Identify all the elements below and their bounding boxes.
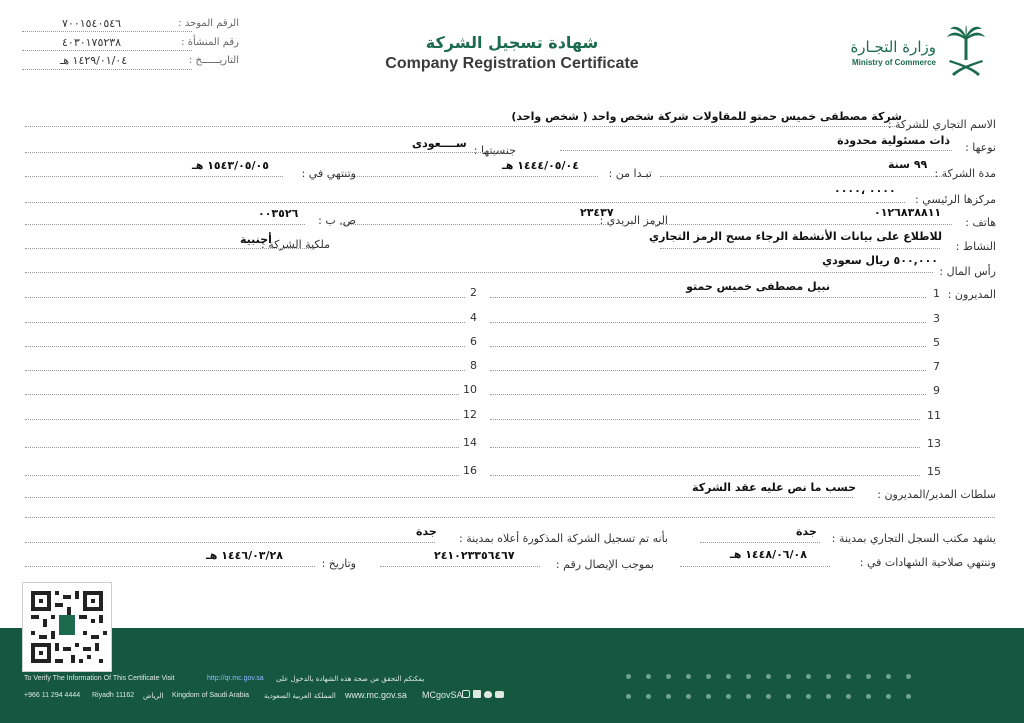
twitter-icon[interactable] bbox=[484, 691, 492, 698]
manager-number: 7 bbox=[933, 360, 940, 373]
receipt-number: ٢٤١٠٢٣٣٥٦٤٦٧ bbox=[434, 549, 515, 562]
office-city: جدة bbox=[796, 525, 817, 538]
dotted-line bbox=[350, 176, 598, 177]
dotted-line bbox=[22, 50, 192, 51]
dotted-line bbox=[25, 566, 315, 567]
start-date: ١٤٤٤/٠٥/٠٤ هـ bbox=[502, 159, 579, 172]
kingdom-ar: المملكة العربية السعودية bbox=[264, 692, 336, 700]
ends-label: وتنتهي في : bbox=[301, 167, 356, 180]
riyadh-ar: الرياض bbox=[143, 692, 164, 700]
ownership: أجنبية bbox=[240, 233, 272, 246]
dotted-line bbox=[680, 566, 830, 567]
ownership-label: ملكية الشركة : bbox=[261, 238, 330, 251]
nationality: ســــعودى bbox=[412, 137, 467, 150]
manager-number: 16 bbox=[463, 464, 477, 477]
title-english: Company Registration Certificate bbox=[385, 55, 639, 72]
dotted-line bbox=[25, 152, 505, 153]
verify-text-en: To Verify The Information Of This Certificate Visit bbox=[24, 675, 175, 682]
dotted-line bbox=[25, 419, 459, 420]
manager-number: 6 bbox=[470, 335, 477, 348]
ministry-arabic: وزارة التجـارة bbox=[850, 38, 936, 56]
registered-city: جدة bbox=[416, 525, 437, 538]
phone: ٠١٢٦٨٣٨٨١١ bbox=[874, 206, 942, 219]
dotted-line bbox=[490, 346, 926, 347]
dotted-line bbox=[22, 31, 192, 32]
activity: للاطلاع على بيانات الأنشطة الرجاء مسح الرمز التجاري bbox=[648, 230, 942, 243]
authority: حسب ما نص عليه عقد الشركة bbox=[692, 481, 856, 494]
authority-label: سلطات المدير/المديرون : bbox=[877, 488, 996, 501]
manager-number: 5 bbox=[933, 336, 940, 349]
youtube-icon[interactable] bbox=[495, 691, 504, 698]
dotted-line bbox=[660, 248, 940, 249]
registered-label: بأنه تم تسجيل الشركة المذكورة أعلاه بمدينة : bbox=[459, 532, 668, 545]
receipt-label: بموجب الإيصال رقم : bbox=[555, 558, 654, 571]
dotted-line bbox=[25, 322, 465, 323]
dotted-line bbox=[25, 542, 435, 543]
dotted-line bbox=[25, 394, 459, 395]
manager-number: 9 bbox=[933, 384, 940, 397]
dotted-line bbox=[25, 346, 465, 347]
office-label: يشهد مكتب السجل التجاري بمدينة : bbox=[831, 532, 996, 545]
dotted-line bbox=[25, 272, 933, 273]
facebook-icon[interactable] bbox=[473, 690, 481, 698]
dotted-line bbox=[25, 248, 315, 249]
manager-number: 10 bbox=[463, 383, 477, 396]
manager-number: 13 bbox=[927, 437, 941, 450]
issue-date: ١٤٢٩/٠١/٠٤ هـ bbox=[60, 54, 128, 67]
dotted-line bbox=[652, 224, 952, 225]
dotted-line bbox=[25, 475, 459, 476]
manager-number: 15 bbox=[927, 465, 941, 478]
duration-label: مدة الشركة : bbox=[934, 167, 996, 180]
dotted-line bbox=[25, 224, 305, 225]
manager-number: 14 bbox=[463, 436, 477, 449]
starts-label: تبـدا من : bbox=[608, 167, 652, 180]
contact-phone: +966 11 294 4444 bbox=[24, 692, 81, 699]
manager-number: 2 bbox=[470, 286, 477, 299]
manager-1: نبيل مصطفى خميس حمتو bbox=[686, 280, 830, 293]
social-handle: MCgovSA bbox=[422, 690, 463, 700]
dotted-line bbox=[490, 475, 920, 476]
validity-label: وتنتهي صلاحية الشهادات في : bbox=[859, 556, 996, 569]
dotted-line bbox=[490, 447, 920, 448]
dotted-line bbox=[22, 69, 192, 70]
manager-number: 1 bbox=[933, 287, 940, 300]
dotted-line bbox=[25, 297, 465, 298]
dotted-line bbox=[490, 394, 926, 395]
type-label: نوعها : bbox=[965, 141, 996, 154]
dotted-line bbox=[490, 370, 926, 371]
postal-label: الرمز البريدي : bbox=[599, 214, 668, 227]
trade-name: شركة مصطفى خميس حمتو للمقاولات شركة شخص واحد ( شخص واحد) bbox=[511, 110, 902, 123]
manager-number: 3 bbox=[933, 312, 940, 325]
dotted-line bbox=[25, 202, 905, 203]
phone-label: هاتف : bbox=[965, 216, 996, 229]
establishment-number: ٤٠٣٠١٧٥٢٣٨ bbox=[62, 36, 122, 49]
nationality-label: جنسيتها : bbox=[473, 144, 516, 157]
manager-number: 8 bbox=[470, 359, 477, 372]
verify-link[interactable]: http://qr.mc.gov.sa bbox=[207, 675, 264, 682]
unified-number: ٧٠٠١٥٤٠٥٤٦ bbox=[62, 17, 122, 30]
website-link[interactable]: www.mc.gov.sa bbox=[345, 690, 407, 700]
po-box: ٠٠٣٥٢٦ bbox=[258, 207, 299, 220]
dotted-line bbox=[490, 322, 926, 323]
dotted-line bbox=[25, 447, 459, 448]
receipt-date-label: وتاريخ : bbox=[321, 557, 356, 570]
manager-number: 4 bbox=[470, 311, 477, 324]
dotted-line bbox=[700, 542, 820, 543]
dotted-line bbox=[25, 517, 995, 518]
social-icons bbox=[462, 690, 504, 698]
palm-swords-emblem-icon bbox=[944, 24, 988, 80]
duration: ٩٩ سنة bbox=[888, 158, 928, 171]
activity-label: النشاط : bbox=[955, 240, 996, 253]
headquarters: ٠٠٠٠ ،٠٠٠٠ bbox=[834, 184, 896, 197]
qr-code-icon[interactable] bbox=[22, 582, 112, 672]
verify-text-ar: يمكنكم التحقق من صحة هذه الشهادة بالدخول على bbox=[276, 675, 425, 683]
capital-label: رأس المال : bbox=[939, 265, 996, 278]
riyadh-en: Riyadh 11162 bbox=[92, 692, 135, 699]
manager-number: 11 bbox=[927, 409, 941, 422]
ministry-english: Ministry of Commerce bbox=[851, 58, 936, 67]
end-date: ١٥٤٣/٠٥/٠٥ هـ bbox=[192, 159, 269, 172]
date-label: التاريــــــخ : bbox=[188, 55, 239, 66]
instagram-icon[interactable] bbox=[462, 690, 470, 698]
hq-label: مركزها الرئيسي : bbox=[915, 193, 996, 206]
managers-label: المديرون : bbox=[947, 288, 996, 301]
dotted-line bbox=[25, 370, 465, 371]
company-type: ذات مسئولية محدودة bbox=[837, 134, 950, 147]
unified-number-label: الرقم الموحد : bbox=[178, 18, 239, 29]
establishment-number-label: رقم المنشأة : bbox=[181, 37, 239, 48]
dotted-line bbox=[490, 297, 926, 298]
manager-number: 12 bbox=[463, 408, 477, 421]
pobox-label: ص. ب : bbox=[318, 214, 356, 227]
dotted-line bbox=[25, 126, 895, 127]
dotted-line bbox=[660, 176, 950, 177]
dotted-line bbox=[340, 224, 610, 225]
dotted-line bbox=[25, 497, 853, 498]
dotted-line bbox=[490, 419, 920, 420]
kingdom-en: Kingdom of Saudi Arabia bbox=[172, 692, 250, 699]
postal-code: ٢٣٤٣٧ bbox=[580, 206, 614, 219]
receipt-date: ١٤٤٦/٠٣/٢٨ هـ bbox=[206, 549, 283, 562]
dotted-line bbox=[380, 566, 540, 567]
capital: ٥٠٠,٠٠٠ ريال سعودي bbox=[822, 254, 938, 267]
dotted-line bbox=[25, 176, 283, 177]
validity-date: ١٤٤٨/٠٦/٠٨ هـ bbox=[730, 548, 807, 561]
trade-name-label: الاسم التجاري للشركة : bbox=[887, 118, 996, 131]
dotted-line bbox=[560, 150, 952, 151]
title-arabic: شهادة تسجيل الشركة bbox=[425, 33, 599, 52]
